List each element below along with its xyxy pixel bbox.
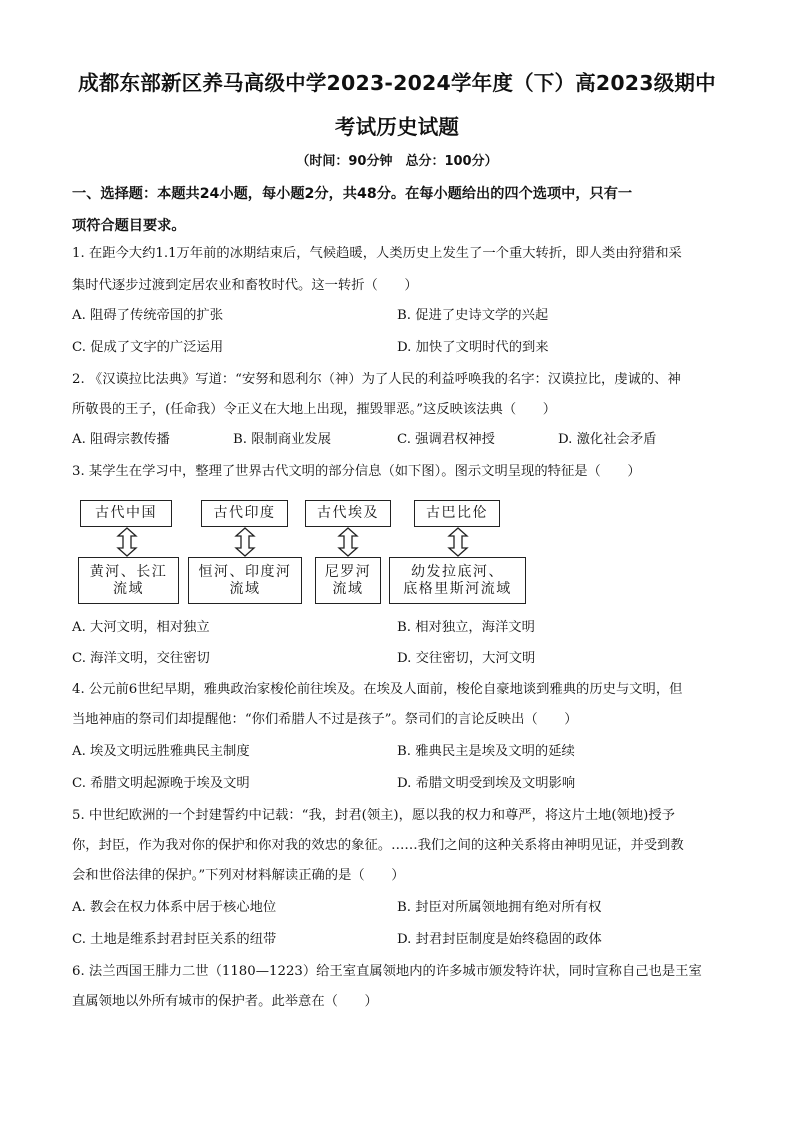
q3-stem-line1: 3. 某学生在学习中，整理了世界古代文明的部分信息（如下图）。图示文明呈现的特征是（ ） [72,464,641,479]
exam-title-line2: 考试历史试题 [334,115,460,139]
diagram-bottom-china-line2: 流域 [113,580,144,597]
q1-stem-line1: 1. 在距今大约1.1万年前的冰期结束后，气候趋暖，人类历史上发生了一个重大转折，即人类由狩猎和采 [72,246,682,261]
q1-stem-line2: 集时代逐步过渡到定居农业和畜牧时代。这一转折（ ） [72,278,418,293]
q6-stem-line1: 6. 法兰西国王腓力二世（1180—1223）给王室直属领地内的许多城市颁发特许状，同时宣称自己也是王室 [72,964,702,979]
diagram-bottom-babylon [389,557,526,604]
q6-stem-line2: 直属领地以外所有城市的保护者。此举意在（ ） [72,994,378,1009]
q5-option-d: D. 封君封臣制度是始终稳固的政体 [397,932,602,947]
q5-option-a: A. 教会在权力体系中居于核心地位 [72,900,277,915]
q2-option-a: A. 阻碍宗教传播 [72,432,170,447]
diagram-bottom-china [78,557,179,604]
q4-option-b: B. 雅典民主是埃及文明的延续 [397,744,575,759]
q5-stem-line2: 你，封臣，作为我对你的保护和你对我的效忠的象征。……我们之间的这种关系将由神明见证，并受到教 [72,838,684,853]
q2-option-c: C. 强调君权神授 [397,432,495,447]
q1-option-a: A. 阻碍了传统帝国的扩张 [72,308,224,323]
section-heading [72,178,727,242]
diagram-top-babylon: 古巴比伦 [414,500,500,527]
diagram-bottom-india-line2: 流域 [229,580,261,597]
q2-option-d: D. 激化社会矛盾 [558,432,657,447]
diagram-bottom-babylon-line2: 底格里斯河流域 [403,580,512,597]
section-heading-line1: 一、选择题：本题共24小题，每小题2分，共48分。在每小题给出的四个选项中，只有一 [72,186,633,202]
double-arrow-icon [337,527,359,557]
q4-option-a: A. 埃及文明远胜雅典民主制度 [72,744,250,759]
q3-option-a: A. 大河文明，相对独立 [72,620,210,635]
q2-stem-line2: 所敬畏的王子，(任命我）令正义在大地上出现，摧毁罪恶。”这反映该法典（ ） [72,402,557,417]
double-arrow-icon [234,527,256,557]
civilization-diagram [78,500,538,606]
exam-subtitle: （时间：90分钟 总分：100分） [296,154,498,169]
q5-stem-line3: 会和世俗法律的保护。”下列对材料解读正确的是（ ） [72,868,405,883]
double-arrow-icon [447,527,469,557]
q2-option-b: B. 限制商业发展 [233,432,332,447]
q1-option-d: D. 加快了文明时代的到来 [397,340,549,355]
diagram-bottom-egypt-line1: 尼罗河 [324,563,372,580]
diagram-bottom-egypt-line2: 流域 [332,580,364,597]
exam-title-line1: 成都东部新区养马高级中学2023-2024学年度（下）高2023级期中 [78,71,716,95]
q3-option-d: D. 交往密切，大河文明 [397,651,536,666]
diagram-bottom-china-line1: 黄河、长江 [89,563,168,580]
q4-stem-line2: 当地神庙的祭司们却提醒他：“你们希腊人不过是孩子”。祭司们的言论反映出（ ） [72,712,578,727]
q4-option-d: D. 希腊文明受到埃及文明影响 [397,776,576,791]
diagram-bottom-babylon-line1: 幼发拉底河、 [411,563,504,580]
q3-option-b: B. 相对独立，海洋文明 [397,620,535,635]
q2-stem-line1: 2. 《汉谟拉比法典》写道：“安努和恩利尔（神）为了人民的利益呼唤我的名字：汉谟拉比，虔诚的、神 [72,372,681,387]
q5-option-c: C. 土地是维系封君封臣关系的纽带 [72,932,277,947]
q5-option-b: B. 封臣对所属领地拥有绝对所有权 [397,900,602,915]
q4-stem-line1: 4. 公元前6世纪早期，雅典政治家梭伦前往埃及。在埃及人面前，梭伦自豪地谈到雅典的历史与文明，但 [72,682,683,697]
q3-option-c: C. 海洋文明，交往密切 [72,651,210,666]
diagram-bottom-india-line1: 恒河、印度河 [198,563,292,580]
section-heading-line2: 项符合题目要求。 [72,218,186,234]
diagram-bottom-india [188,557,302,604]
double-arrow-icon [116,527,138,557]
diagram-top-egypt: 古代埃及 [305,500,391,527]
diagram-top-india: 古代印度 [201,500,288,527]
q5-stem-line1: 5. 中世纪欧洲的一个封建誓约中记载：“我，封君(领主)，愿以我的权力和尊严，将这片土地(领地)授予 [72,808,675,823]
diagram-top-china: 古代中国 [80,500,172,527]
q1-option-c: C. 促成了文字的广泛运用 [72,340,224,355]
q4-option-c: C. 希腊文明起源晚于埃及文明 [72,776,250,791]
diagram-bottom-egypt [315,557,381,604]
q1-option-b: B. 促进了史诗文学的兴起 [397,308,549,323]
